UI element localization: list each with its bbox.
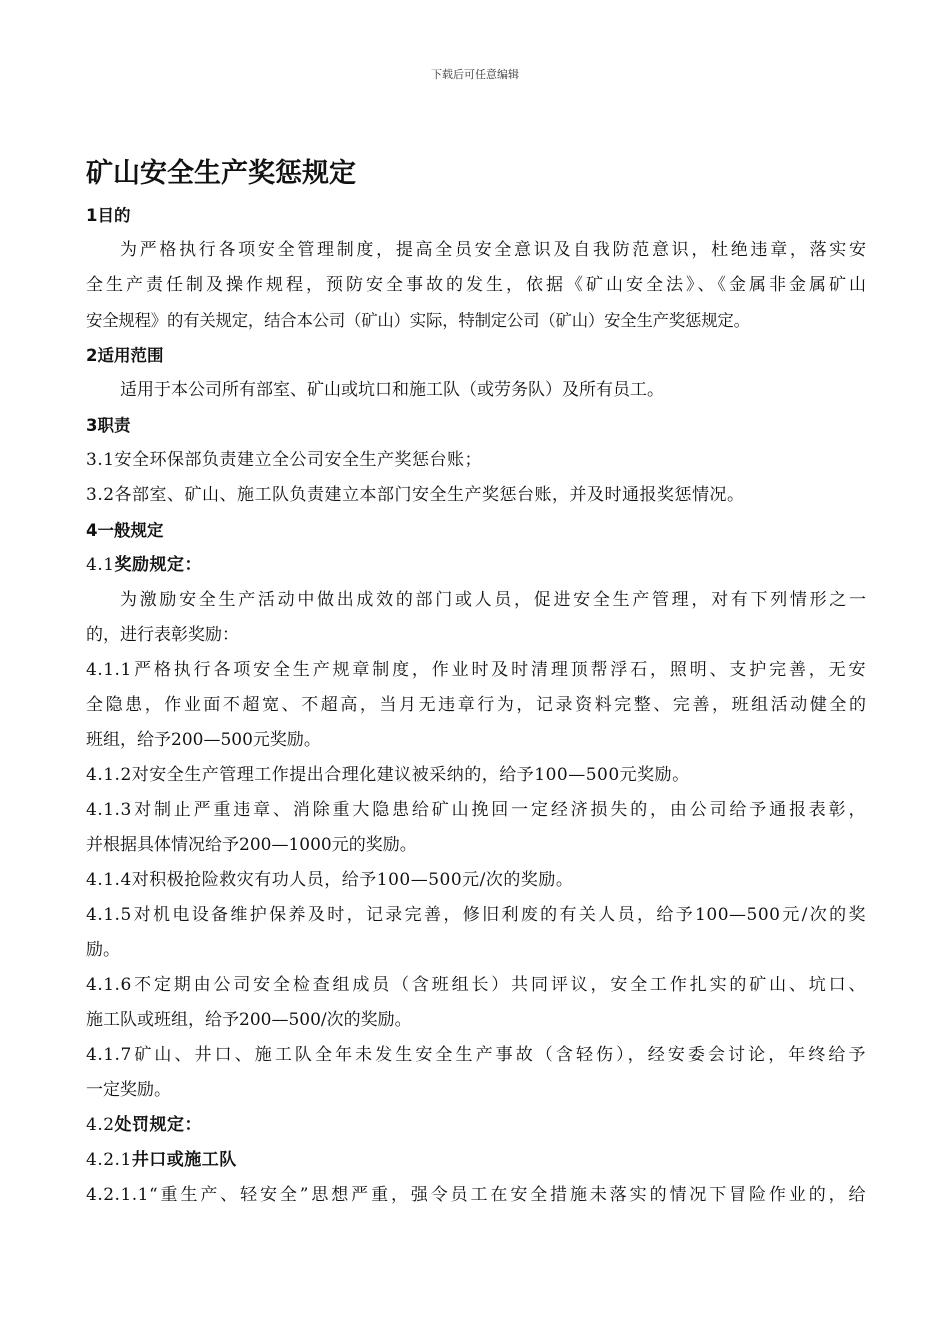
page-header: 下载后可任意编辑 bbox=[431, 68, 519, 81]
clause-line: 4.1.6不定期由公司安全检查组成员（含班组长）共同评议，安全工作扎实的矿山、坑口、 bbox=[86, 975, 866, 995]
paragraph-line: 励。 bbox=[86, 940, 120, 960]
paragraph-line: 安全规程》的有关规定，结合本公司（矿山）实际，特制定公司（矿山）安全生产奖惩规定。 bbox=[86, 311, 750, 330]
document-body bbox=[86, 152, 866, 1213]
paragraph-line: 为严格执行各项安全管理制度，提高全员安全意识及自我防范意识，杜绝违章，落实安 bbox=[120, 240, 866, 260]
paragraph-line: 并根据具体情况给予200—1000元的奖励。 bbox=[86, 835, 417, 855]
clause-line: 4.1.5对机电设备维护保养及时，记录完善，修旧利废的有关人员，给予100—500元/次的奖 bbox=[86, 905, 866, 925]
subsection-heading bbox=[86, 548, 866, 583]
clause-line: 4.1.7矿山、井口、施工队全年未发生安全生产事故（含轻伤），经安委会讨论，年终给予 bbox=[86, 1045, 866, 1065]
paragraph-line: 班组，给予200—500元奖励。 bbox=[86, 730, 321, 750]
subsection-number: 4.1 bbox=[86, 555, 115, 575]
section-heading: 4一般规定 bbox=[86, 521, 164, 540]
paragraph-line: 适用于本公司所有部室、矿山或坑口和施工队（或劳务队）及所有员工。 bbox=[120, 380, 664, 400]
subsection-heading bbox=[86, 1143, 866, 1178]
clause-line: 4.2.1.1“重生产、轻安全”思想严重，强令员工在安全措施未落实的情况下冒险作业的，给 bbox=[86, 1185, 866, 1205]
subsection-number: 4.2 bbox=[86, 1115, 115, 1135]
paragraph-line: 全隐患，作业面不超宽、不超高，当月无违章行为，记录资料完整、完善，班组活动健全的 bbox=[86, 695, 866, 715]
paragraph-line: 全生产责任制及操作规程，预防安全事故的发生，依据《矿山安全法》、《金属非金属矿山 bbox=[86, 275, 866, 295]
subsection-number: 4.2.1 bbox=[86, 1150, 132, 1170]
subsection-label: 处罚规定： bbox=[114, 1115, 203, 1135]
clause-line: 4.1.4对积极抢险救灾有功人员，给予100—500元/次的奖励。 bbox=[86, 870, 574, 890]
subsection-label: 井口或施工队 bbox=[131, 1150, 237, 1170]
document-title: 矿山安全生产奖惩规定 bbox=[86, 158, 356, 189]
clause-line: 4.1.2对安全生产管理工作提出合理化建议被采纳的，给予100—500元奖励。 bbox=[86, 765, 690, 785]
paragraph-line: 施工队或班组，给予200—500/次的奖励。 bbox=[86, 1010, 412, 1030]
section-heading: 3职责 bbox=[86, 416, 131, 435]
clause-line: 3.1安全环保部负责建立全公司安全生产奖惩台账； bbox=[86, 450, 483, 470]
clause-line: 4.1.3对制止严重违章、消除重大隐患给矿山挽回一定经济损失的，由公司给予通报表彰， bbox=[86, 800, 866, 820]
section-heading: 1目的 bbox=[86, 206, 131, 225]
paragraph-line: 一定奖励。 bbox=[86, 1080, 171, 1100]
subsection-label: 奖励规定： bbox=[114, 555, 203, 575]
paragraph-line: 的，进行表彰奖励： bbox=[86, 625, 239, 645]
clause-line: 4.1.1严格执行各项安全生产规章制度，作业时及时清理顶帮浮石，照明、支护完善，无安 bbox=[86, 660, 866, 680]
paragraph-line: 为激励安全生产活动中做出成效的部门或人员，促进安全生产管理，对有下列情形之一 bbox=[120, 590, 866, 610]
clause-line: 3.2各部室、矿山、施工队负责建立本部门安全生产奖惩台账，并及时通报奖惩情况。 bbox=[86, 485, 745, 505]
subsection-heading bbox=[86, 1108, 866, 1143]
section-heading: 2适用范围 bbox=[86, 346, 164, 365]
